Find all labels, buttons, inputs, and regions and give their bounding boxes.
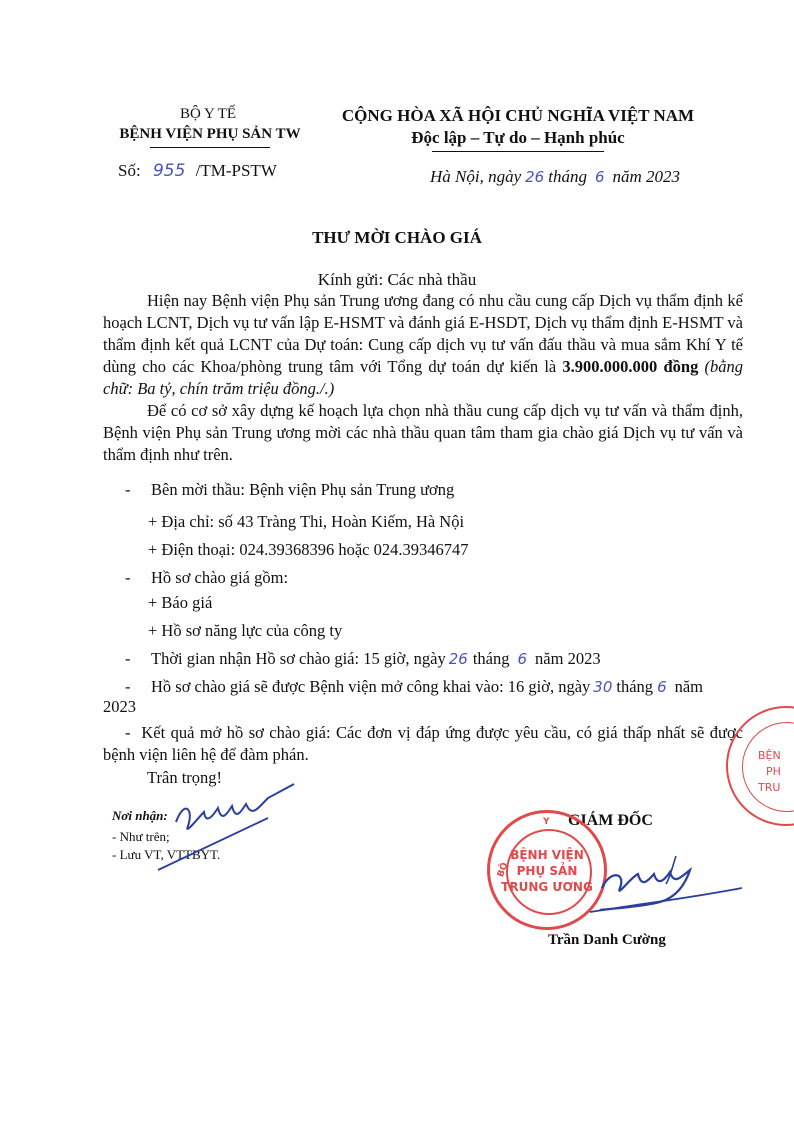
receive-day: 26 [448,650,468,668]
list-item-dossier: - Hồ sơ chào giá gồm: [125,568,289,587]
open-prefix: Hồ sơ chào giá sẽ được Bệnh viện mở công khai vào: 16 giờ, ngày [151,677,591,696]
issue-date [430,167,680,187]
nation-title: CỘNG HÒA XÃ HỘI CHỦ NGHĨA VIỆT NAM [341,106,695,125]
paragraph-intro [103,290,743,400]
signoff: Trân trọng! [147,768,223,787]
dossier-text: Hồ sơ chào giá gồm: [151,568,289,587]
director-signature [580,848,760,928]
receive-month: 6 [517,650,528,668]
list-item-quote: + Báo giá [148,593,213,612]
date-year: năm 2023 [612,167,681,186]
paragraph-invitation: Để có cơ sở xây dựng kế hoạch lựa chọn nhà thầu cung cấp dịch vụ tư vấn và thẩm định, Bệnh viện Phụ sản Trung ương mời các nhà thầu quan tâm tham gia chào giá Dịch vụ tư vấn và thẩm định như trên. [103,401,743,464]
list-item-inviter: - Bên mời thầu: Bệnh viện Phụ sản Trung ương [125,480,455,499]
total-amount: 3.900.000.000 đồng [562,357,699,376]
date-day: 26 [525,168,545,186]
initial-signature [118,778,328,878]
list-item-result: - Kết quả mở hồ sơ chào giá: Các đơn vị đáp ứng được yêu cầu, có giá thấp nhất sẽ được bệnh viện liên hệ để đàm phán. [103,723,744,764]
organization-name: BỆNH VIỆN PHỤ SẢN TW [119,126,301,142]
paragraph-intro-text: Hiện nay Bệnh viện Phụ sản Trung ương đang có nhu cầu cung cấp Dịch vụ thẩm định kế hoạch LCNT, Dịch vụ tư vấn lập E-HSMT và đánh giá E-HSDT, Dịch vụ thẩm định E-HSMT và thẩm định kết quả LCNT của Dự toán: Cung cấp dịch vụ tư vấn đấu thầu và mua sắm Khí Y tế dùng cho các Khoa/phòng trung tâm với Tổng dự toán dự kiến là [103,291,743,376]
date-prefix: Hà Nội, ngày [430,167,522,186]
document-title: THƯ MỜI CHÀO GIÁ [312,228,482,247]
number-label: Số: [118,161,141,180]
number-value: 955 [152,161,186,181]
motto: Độc lập – Tự do – Hạnh phúc [411,128,625,147]
list-item-phone: + Điện thoại: 024.39368396 hoặc 024.39346747 [148,540,469,559]
recipients-line-1: - Như trên; [112,829,170,844]
list-item-open-time: - Hồ sơ chào giá sẽ được Bệnh viện mở công khai vào: 16 giờ, ngày 30 tháng 6 năm [125,677,704,696]
ministry-name: BỘ Y TẾ [179,106,237,122]
stamp-side-text: BỘ [496,861,511,879]
date-month: 6 [594,168,605,186]
stamp-center-text: BỆNH VIỆN PHỤ SẢN TRUNG ƯƠNG [501,848,593,894]
result-text: Kết quả mở hồ sơ chào giá: Các đơn vị đáp ứng được yêu cầu, có giá thấp nhất sẽ được bệnh viện liên hệ để đàm phán. [103,723,744,764]
number-suffix: /TM-PSTW [195,161,277,180]
open-month: 6 [657,678,667,696]
open-day: 30 [593,678,613,696]
stamp-top-text: Y [543,817,550,827]
director-title: GIÁM ĐỐC [568,812,653,829]
edge-stamp-text: BỆN PH TRU [758,749,781,794]
list-item-receive-time: - Thời gian nhận Hồ sơ chào giá: 15 giờ, ngày 26 tháng 6 năm 2023 [125,649,601,668]
list-item-capacity: + Hồ sơ năng lực của công ty [148,621,343,640]
receive-month-label: tháng [472,649,510,668]
recipients-label: Nơi nhận: [112,808,168,823]
organization-underline [150,147,270,148]
receive-year: năm 2023 [535,649,601,668]
open-month-label: tháng [616,677,654,696]
recipient-line: Kính gửi: Các nhà thầu [317,270,477,289]
open-year: 2023 [103,697,136,716]
date-month-label: tháng [548,167,587,186]
receive-prefix: Thời gian nhận Hồ sơ chào giá: 15 giờ, ngày [151,649,446,668]
document-number [118,161,277,181]
motto-underline [432,151,604,152]
director-name: Trần Danh Cường [548,932,666,948]
inviter-text: Bên mời thầu: Bệnh viện Phụ sản Trung ương [151,480,455,499]
amount-in-words: (bằng chữ: Ba tỷ, chín trăm triệu đồng./.) [103,357,744,398]
open-year-label: năm [674,677,704,696]
list-item-address: + Địa chỉ: số 43 Tràng Thi, Hoàn Kiếm, Hà Nội [148,512,465,531]
recipients-line-2: - Lưu VT, VTTBYT. [112,847,221,862]
